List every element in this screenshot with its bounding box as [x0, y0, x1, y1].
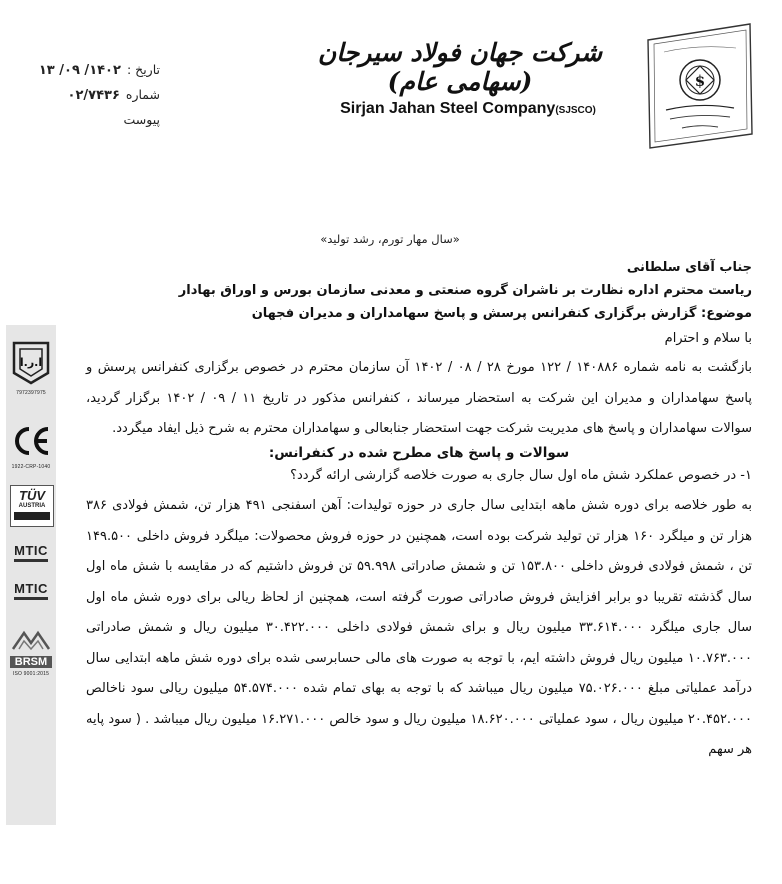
question-1: ۱- در خصوص عملکرد شش ماه اول سال جاری به صورت خلاصه گزارشی ارائه گردد؟ [290, 467, 752, 483]
brsm-sub: ISO 9001:2015 [12, 671, 50, 677]
date-value: ۱۴۰۲/ ۰۹/ ۱۳ [38, 63, 121, 78]
mtic-line-1 [14, 559, 48, 562]
number-label: شماره [125, 87, 160, 102]
ce-code: 1922-CRP-1040 [11, 464, 51, 470]
tuv-mark [10, 485, 54, 527]
mtic-label-1: MTIC [14, 543, 48, 558]
recipient-name: جناب آقای سلطانی [626, 260, 752, 275]
brsm-mark [10, 627, 52, 677]
mtic-label-2: MTIC [14, 581, 48, 596]
svg-text:ا.ر.ا: ا.ر.ا [19, 356, 43, 369]
isiri-mark [10, 339, 52, 396]
section-title: سوالات و پاسخ های مطرح شده در کنفرانس: [268, 444, 570, 461]
svg-text:$: $ [694, 72, 706, 90]
answer-1: به طور خلاصه برای دوره شش ماهه ابتدایی سال جاری در حوزه تولیدات: آهن اسفنجی ۴۹۱ هزار تن، شمش فولادی ۳۸۶ هزار تن و میلگرد ۱۶۰ هزار تن تولید شرکت بوده است، همچنین در حوزه فروش محصولات: میلگرد فروش داخلی ۱۴۹.۵۰۰ تن ، شمش فولادی فروش داخلی ۱۵۳.۸۰۰ تن و شمش صادراتی ۵۹.۹۹۸ تن فروش داشتیم که در مقایسه با شش ماه اول سال گذشته تقریبا دو برابر افزایش فروش صادراتی صورت گرفته است، همچنین از لحاظ ریالی برای دوره شش ماه اول سال جاری میلگرد ۳۳.۶۱۴.۰۰۰ میلیون ریال و برای شمش فولادی داخلی ۳۰.۴۲۲.۰۰۰ میلیون ریال و شمش صادراتی ۱۰.۷۶۳.۰۰۰ میلیون ریال فروش داشته ایم، با توجه به صورت های مالی حسابرسی شده برای دوره شش ماهه ابتدایی سال درآمد عملیاتی مبلغ ۷۵.۰۲۶.۰۰۰ میلیون ریال میباشد که با توجه به بهای تمام شده ۵۴.۵۷۴.۰۰۰ میلیون ریالی سود ناخالص ۲۰.۴۵۲.۰۰۰ میلیون ریال ، سود عملیاتی ۱۸.۶۲۰.۰۰۰ میلیون ریال و سود خالص ۱۶.۲۷۱.۰۰۰ میلیون ریال میباشد . ( سود پایه هر سهم [86, 498, 753, 757]
company-logo [640, 22, 758, 152]
attachment-label: پیوست [123, 112, 160, 127]
company-abbr: (SJSCO) [555, 105, 596, 116]
date-label: تاریخ : [126, 62, 160, 77]
tuv-sub: AUSTRIA [18, 503, 46, 509]
letter-meta [30, 58, 160, 132]
subject-label: موضوع: [701, 306, 752, 321]
subject-line [86, 302, 752, 325]
year-slogan: «سال مهار تورم، رشد تولید» [320, 232, 460, 246]
greeting: با سلام و احترام [664, 331, 752, 346]
subject-text: گزارش برگزاری کنفرانس پرسش و پاسخ سهامداران و مدیران فجهان [251, 306, 697, 321]
recipient-title: ریاست محترم اداره نظارت بر ناشران گروه صنعتی و معدنی سازمان بورس و اوراق بهادار [178, 283, 752, 298]
number-value: ۰۲/۷۴۳۶ [67, 88, 120, 103]
company-name-en-text: Sirjan Jahan Steel Company [340, 100, 556, 117]
tuv-bar [14, 512, 50, 520]
ce-icon [10, 423, 52, 459]
tuv-label: TÜV [19, 488, 45, 503]
ce-mark [10, 423, 52, 470]
brsm-label: BRSM [10, 656, 52, 668]
mtic-line-2 [14, 597, 48, 600]
isiri-icon [10, 339, 52, 385]
mtic-mark-2 [10, 581, 52, 601]
certification-strip [6, 325, 56, 825]
isiri-code: 7972397975 [16, 390, 46, 396]
attachment-row [30, 108, 160, 132]
company-name-en [318, 100, 618, 118]
brsm-icon [10, 627, 52, 651]
mtic-mark-1 [10, 543, 52, 563]
letter-body [86, 256, 752, 766]
intro-paragraph: بازگشت به نامه شماره ۱۴۰۸۸۶ / ۱۲۲ مورخ ۲۸ / ۰۸ / ۱۴۰۲ آن سازمان محترم در خصوص برگزاری کنفرانس پرسش و پاسخ سهامداران و مدیران این شرکت به استحضار میرساند ، کنفرانس مذکور در تاریخ ۱۱ / ۰۹ / ۱۴۰۲ برگزار گردید، سوالات سهامداران و پاسخ های مدیریت شرکت جهت استحضار جنابعالی و سهامداران محترم به شرح ذیل ایفاد میگردد. [86, 360, 752, 436]
company-name-fa: شرکت جهان فولاد سیرجان (سهامی عام) [317, 38, 603, 96]
date-row [30, 58, 160, 83]
number-row [30, 83, 160, 108]
